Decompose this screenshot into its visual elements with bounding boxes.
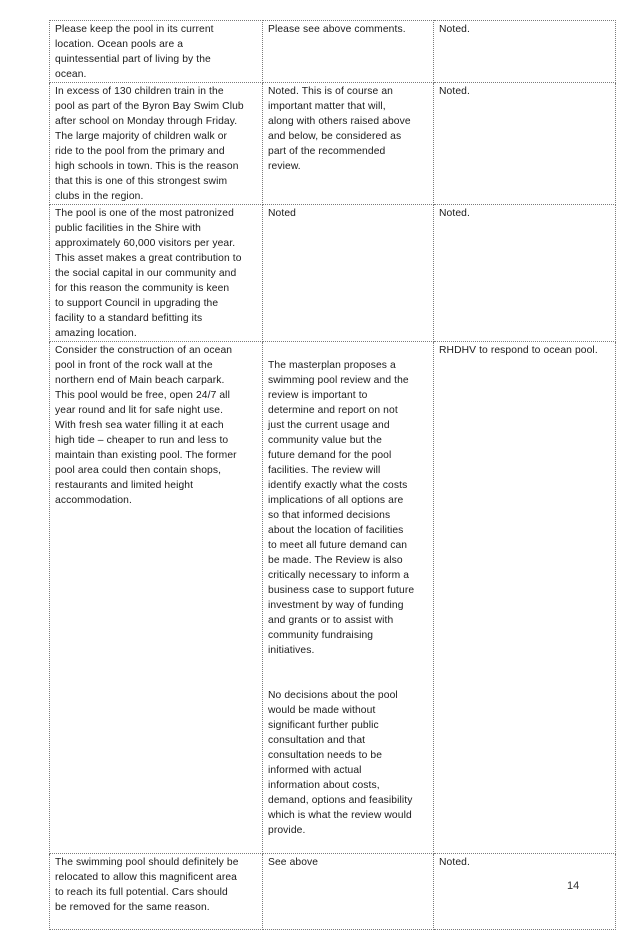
consultation-table xyxy=(49,20,616,930)
page-number: 14 xyxy=(567,880,580,892)
council-response-paragraph: The masterplan proposes a swimming pool review and the review is important to determine and report on not just the current usage and community value but the future demand for the pool facilities. The review will identify exactly what the costs implications of all options are so that informed decisions about the location of facilities to meet all future demand can be made. The Review is also critically necessary to inform a business case to support future investment by way of funding and grants or to assist with community fundraising initiatives. xyxy=(268,360,415,656)
community-comment-cell: Please keep the pool in its current location. Ocean pools are a quintessential part of living by the ocean. xyxy=(50,21,263,83)
consultant-response-cell: Noted. xyxy=(434,83,616,205)
table-row xyxy=(50,342,616,854)
table-row xyxy=(50,83,616,205)
council-response-cell: Noted xyxy=(263,205,434,342)
council-response-cell: Noted. This is of course an important matter that will, along with others raised above and below, be considered as part of the recommended review. xyxy=(263,83,434,205)
table-row xyxy=(50,205,616,342)
council-response-cell: See above xyxy=(263,854,434,930)
council-response-cell: Please see above comments. xyxy=(263,21,434,83)
community-comment-cell: Consider the construction of an ocean pool in front of the rock wall at the northern end of Main beach carpark. This pool would be free, open 24/7 all year round and lit for safe night use. With fresh sea water filling it at each high tide – cheaper to run and less to maintain than existing pool. The former pool area could then contain shops, restaurants and limited height accommodation. xyxy=(50,342,263,854)
consultant-response-cell: Noted. xyxy=(434,205,616,342)
council-response-cell xyxy=(263,342,434,854)
community-comment-cell: In excess of 130 children train in the pool as part of the Byron Bay Swim Club after school on Monday through Friday. The large majority of children walk or ride to the pool from the primary and high schools in town. This is the reason that this is one of this strongest swim clubs in the region. xyxy=(50,83,263,205)
table-row xyxy=(50,21,616,83)
table-row xyxy=(50,854,616,930)
consultant-response-cell: Noted. xyxy=(434,854,616,930)
community-comment-cell: The pool is one of the most patronized public facilities in the Shire with approximately 60,000 visitors per year. This asset makes a great contribution to the social capital in our community and for this reason the community is keen to support Council in upgrading the facility to a standard befitting its amazing location. xyxy=(50,205,263,342)
community-comment-cell: The swimming pool should definitely be relocated to allow this magnificent area to reach its full potential. Cars should be removed for the same reason. xyxy=(50,854,263,930)
consultant-response-cell: RHDHV to respond to ocean pool. xyxy=(434,342,616,854)
council-response-paragraph: No decisions about the pool would be made without significant further public consultation and that consultation needs to be informed with actual information about costs, demand, options and feasibility which is what the review would provide. xyxy=(268,690,413,836)
consultant-response-cell: Noted. xyxy=(434,21,616,83)
